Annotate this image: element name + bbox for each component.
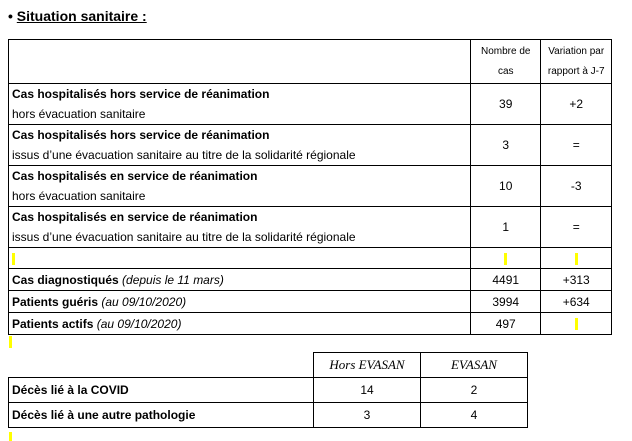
row-evasan: 2 (421, 378, 528, 403)
row-label-cell (9, 84, 471, 125)
table-row (9, 207, 612, 248)
summary-row (9, 269, 612, 291)
highlight-mark (12, 253, 15, 265)
header-hors-evasan: Hors EVASAN (314, 353, 421, 378)
summary-label-cell (9, 269, 471, 291)
summary-note: (depuis le 11 mars) (122, 272, 224, 287)
row-count: 1 (470, 207, 540, 248)
row-label: Décès lié à une autre pathologie (9, 403, 314, 428)
deaths-table (8, 352, 528, 428)
row-label: Cas hospitalisés en service de réanimation (12, 169, 258, 183)
row-hors-evasan: 3 (314, 403, 421, 428)
summary-label: Patients actifs (12, 316, 94, 331)
summary-note: (au 09/10/2020) (101, 294, 187, 309)
row-evasan: 4 (421, 403, 528, 428)
highlight-row (9, 248, 612, 269)
summary-label-cell (9, 291, 471, 313)
summary-variation (541, 313, 612, 335)
table-row (9, 403, 528, 428)
header-blank-cell (9, 40, 471, 84)
row-sublabel: hors évacuation sanitaire (12, 107, 146, 121)
highlight-mark (575, 253, 578, 265)
highlight-cell (541, 248, 612, 269)
bullet: • (8, 8, 13, 24)
row-label-cell (9, 125, 471, 166)
table-row (9, 84, 612, 125)
table-row (9, 125, 612, 166)
summary-row (9, 291, 612, 313)
summary-variation: +634 (541, 291, 612, 313)
row-label-cell (9, 166, 471, 207)
row-variation: -3 (541, 166, 612, 207)
summary-label-cell (9, 313, 471, 335)
summary-label: Patients guéris (12, 294, 99, 309)
summary-note: (au 09/10/2020) (96, 316, 182, 331)
row-sublabel: issus d’une évacuation sanitaire au titre de la solidarité régionale (12, 230, 356, 244)
row-label-cell (9, 207, 471, 248)
table-row (9, 378, 528, 403)
row-variation: +2 (541, 84, 612, 125)
highlight-cell (470, 248, 540, 269)
summary-count: 497 (470, 313, 540, 335)
row-sublabel: issus d’une évacuation sanitaire au titre de la solidarité régionale (12, 148, 356, 162)
row-hors-evasan: 14 (314, 378, 421, 403)
highlight-cell (9, 248, 471, 269)
summary-label: Cas diagnostiqués (12, 272, 119, 287)
summary-count: 4491 (470, 269, 540, 291)
header-evasan: EVASAN (421, 353, 528, 378)
highlight-mark (9, 336, 12, 348)
row-variation: = (541, 207, 612, 248)
header-blank-cell (9, 353, 314, 378)
row-count: 3 (470, 125, 540, 166)
highlight-mark (575, 318, 578, 330)
hospital-table (8, 39, 612, 335)
highlight-mark (504, 253, 507, 265)
header-count: Nombre de cas (470, 40, 540, 84)
section-heading (8, 8, 147, 24)
summary-variation: +313 (541, 269, 612, 291)
section-title: Situation sanitaire : (16, 8, 147, 24)
row-label: Décès lié à la COVID (9, 378, 314, 403)
table-header-row (9, 40, 612, 84)
row-count: 39 (470, 84, 540, 125)
summary-row (9, 313, 612, 335)
row-variation: = (541, 125, 612, 166)
summary-count: 3994 (470, 291, 540, 313)
row-count: 10 (470, 166, 540, 207)
row-label: Cas hospitalisés hors service de réanimation (12, 87, 270, 101)
row-label: Cas hospitalisés en service de réanimation (12, 210, 258, 224)
row-label: Cas hospitalisés hors service de réanimation (12, 128, 270, 142)
highlight-mark (9, 432, 12, 441)
header-variation: Variation par rapport à J-7 (541, 40, 612, 84)
row-sublabel: hors évacuation sanitaire (12, 189, 146, 203)
table-header-row (9, 353, 528, 378)
table-row (9, 166, 612, 207)
